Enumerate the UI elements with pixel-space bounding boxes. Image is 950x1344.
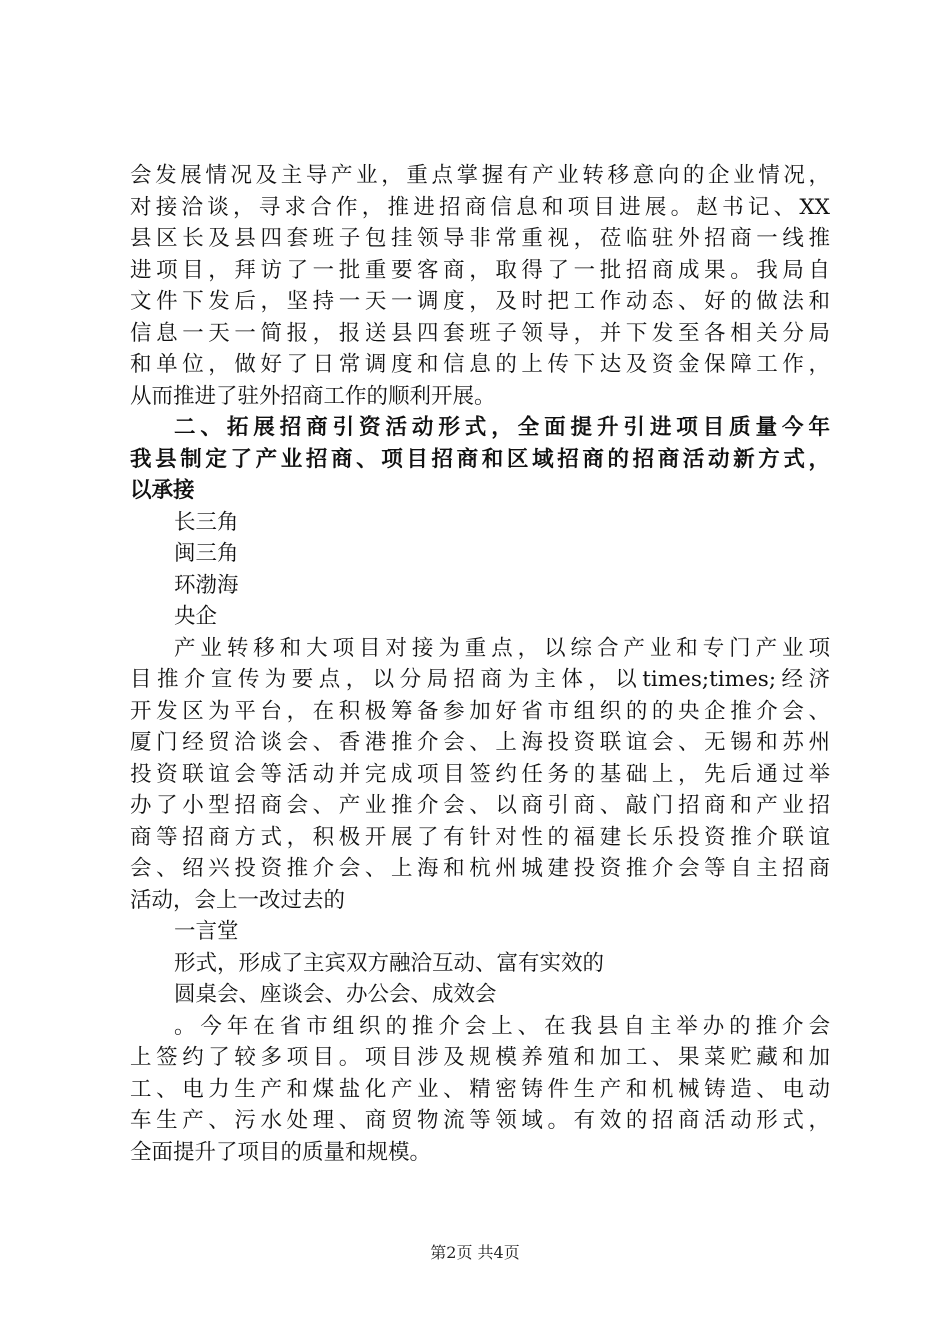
- text-line: 投资联谊会等活动并完成项目签约任务的基础上，先后通过举: [130, 761, 830, 787]
- region-item: 闽三角: [174, 541, 239, 566]
- text-line: 会发展情况及主导产业，重点掌握有产业转移意向的企业情况，: [130, 163, 830, 188]
- text-line: 和单位，做好了日常调度和信息的上传下达及资金保障工作，: [130, 352, 830, 377]
- document-body: [130, 160, 830, 1168]
- text-line: 产业转移和大项目对接为重点，以综合产业和专门产业项: [174, 635, 830, 661]
- text-line: 县区长及县四套班子包挂领导非常重视，莅临驻外招商一线推: [130, 226, 830, 251]
- text-line: 文件下发后，坚持一天一调度，及时把工作动态、好的做法和: [130, 289, 830, 314]
- text-line: 办了小型招商会、产业推介会、以商引商、敲门招商和产业招: [130, 793, 830, 818]
- section-heading-line: 以承接: [130, 478, 195, 503]
- text-line: 车生产、污水处理、商贸物流等领域。有效的招商活动形式，: [130, 1108, 830, 1133]
- text-line: 活动，会上一改过去的: [130, 887, 346, 913]
- text-line: 开发区为平台，在积极筹备参加好省市组织的的央企推介会、: [130, 698, 830, 724]
- region-item: 长三角: [174, 509, 239, 535]
- quoted-phrase: 一言堂: [174, 919, 239, 944]
- text-line: 对接洽谈，寻求合作，推进招商信息和项目进展。赵书记、XX: [130, 194, 830, 220]
- section-heading-line: 二、拓展招商引资活动形式，全面提升引进项目质量今年: [174, 415, 830, 440]
- text-line: 厦门经贸洽谈会、香港推介会、上海投资联谊会、无锡和苏州: [130, 730, 830, 755]
- section-heading-line: 我县制定了产业招商、项目招商和区域招商的招商活动新方式，: [130, 446, 830, 472]
- text-line: 目推介宣传为要点，以分局招商为主体，以times;times;经济: [130, 667, 830, 692]
- text-line: 形式，形成了主宾双方融洽互动、富有实效的: [174, 950, 605, 976]
- text-line: 工、电力生产和煤盐化产业、精密铸件生产和机械铸造、电动: [130, 1076, 830, 1102]
- text-line: 信息一天一简报，报送县四套班子领导，并下发至各相关分局: [130, 320, 830, 346]
- page-number-footer: 第2页 共4页: [430, 1243, 520, 1262]
- text-line: 商等招商方式，积极开展了有针对性的福建长乐投资推介联谊: [130, 824, 830, 850]
- quoted-phrase: 圆桌会、座谈会、办公会、成效会: [174, 982, 497, 1007]
- text-line: 。今年在省市组织的推介会上、在我县自主举办的推介会: [174, 1013, 830, 1039]
- text-line: 从而推进了驻外招商工作的顺利开展。: [130, 383, 496, 409]
- text-line: 全面提升了项目的质量和规模。: [130, 1139, 432, 1165]
- text-line: 上签约了较多项目。项目涉及规模养殖和加工、果菜贮藏和加: [130, 1045, 830, 1070]
- text-line: 会、绍兴投资推介会、上海和杭州城建投资推介会等自主招商: [130, 856, 830, 881]
- region-item: 央企: [174, 604, 218, 629]
- region-item: 环渤海: [174, 572, 239, 598]
- text-line: 进项目，拜访了一批重要客商，取得了一批招商成果。我局自: [130, 257, 830, 283]
